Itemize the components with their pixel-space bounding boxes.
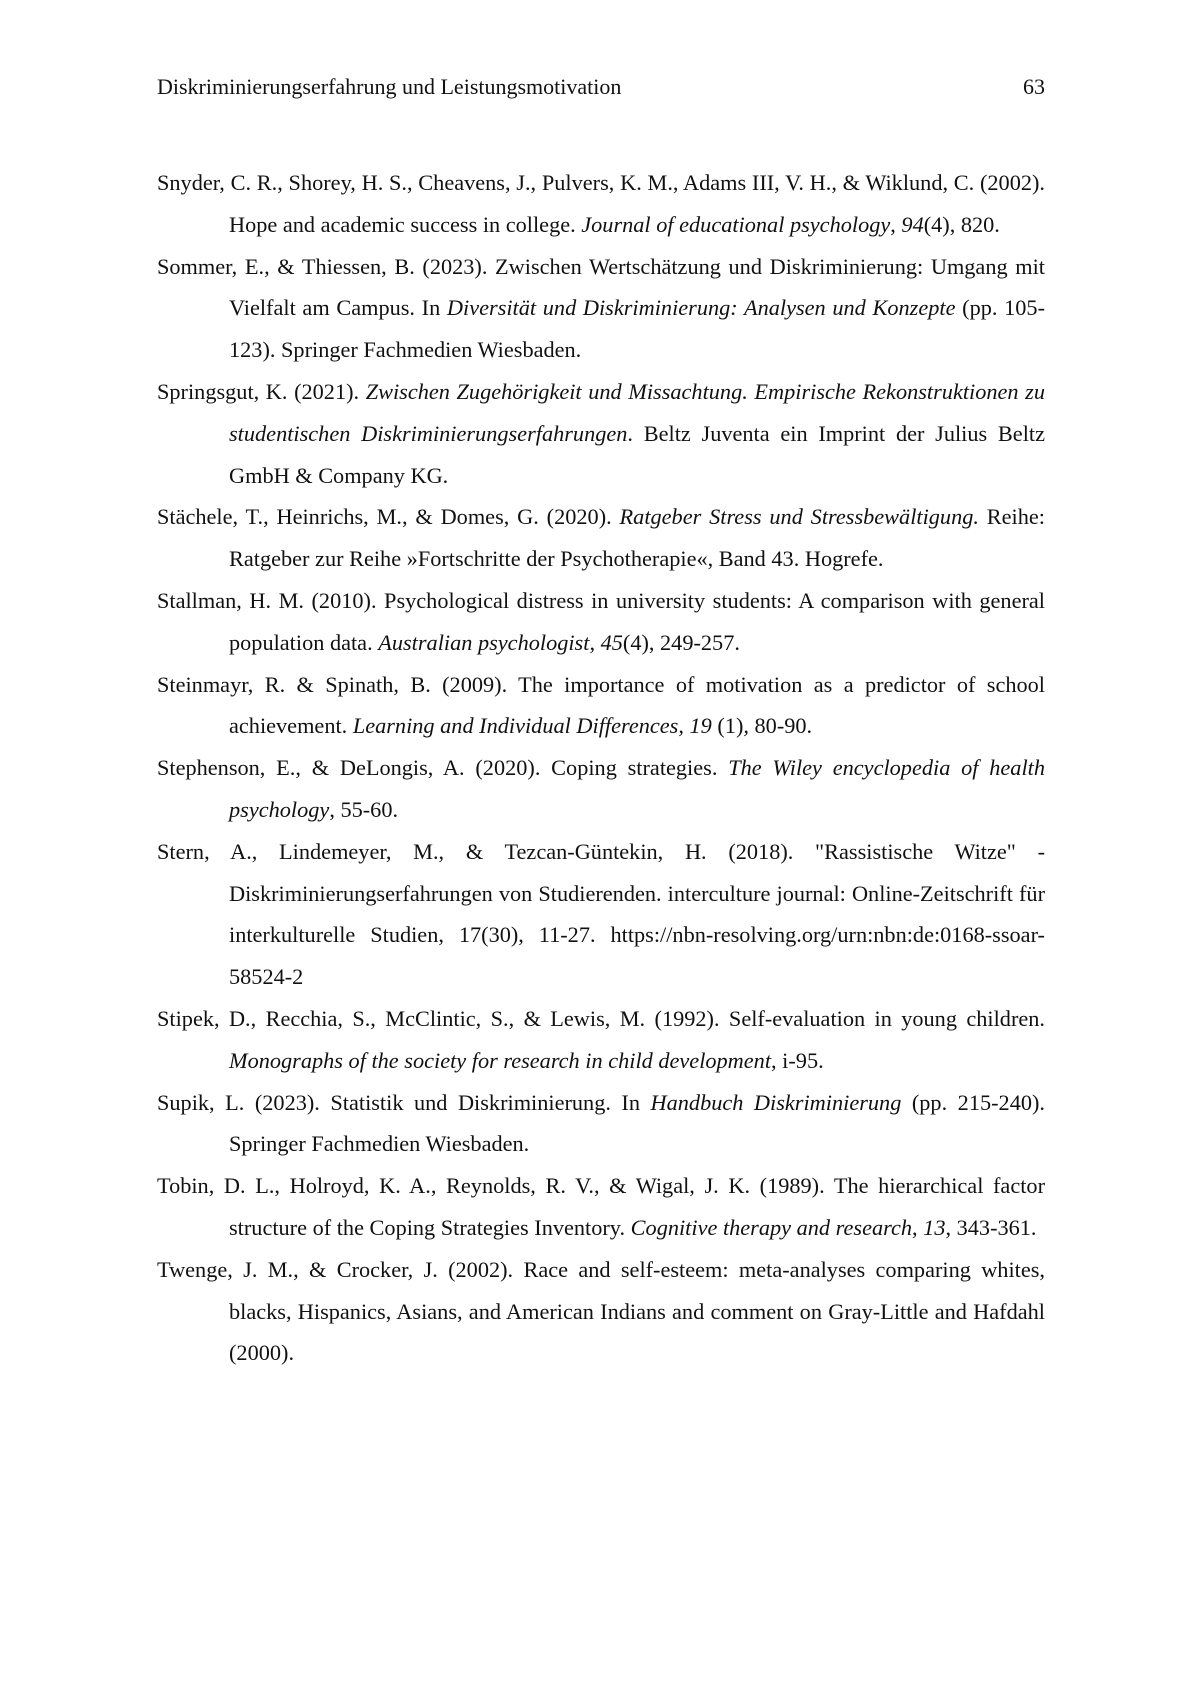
reference-text: Springsgut, K. (2021). bbox=[157, 378, 366, 404]
reference-entry bbox=[157, 747, 1045, 831]
reference-italic-text: Journal of educational psychology bbox=[581, 211, 891, 237]
reference-text: (1) bbox=[711, 713, 744, 739]
reference-text: , 343-361. bbox=[945, 1214, 1037, 1240]
running-title: Diskriminierungserfahrung und Leistungsmotivation bbox=[157, 74, 622, 99]
reference-text: , 55-60. bbox=[329, 796, 399, 822]
reference-entry bbox=[157, 246, 1045, 371]
reference-italic-text: 94 bbox=[901, 211, 924, 237]
reference-italic-text: Diversität und Diskriminierung: Analysen und Konzepte bbox=[446, 295, 956, 321]
reference-text: , i-95. bbox=[771, 1047, 824, 1073]
reference-entry bbox=[157, 1082, 1045, 1166]
reference-text: (pp. 215-240). Springer Fachmedien Wiesbaden. bbox=[229, 1089, 1045, 1157]
reference-text: Stächele, T., Heinrichs, M., & Domes, G. (2020). bbox=[157, 504, 620, 530]
reference-text: Tobin, D. L., Holroyd, K. A., Reynolds, R. V., & Wigal, J. K. (1989). The hierarchical factor structure of the Coping Strategies Inventory. bbox=[157, 1173, 1045, 1240]
reference-entry bbox=[157, 1249, 1045, 1374]
reference-text: , bbox=[589, 629, 601, 655]
running-header bbox=[157, 72, 1045, 102]
reference-italic-text: 45 bbox=[600, 629, 623, 655]
reference-italic-text: Cognitive therapy and research bbox=[630, 1214, 913, 1240]
reference-text: Stallman, H. M. (2010). Psychological distress in university students: A comparison with general population data. bbox=[157, 587, 1045, 655]
reference-italic-text: Ratgeber Stress und Stressbewältigung. bbox=[619, 504, 979, 530]
reference-text: . Beltz Juventa ein Imprint der Julius Beltz GmbH & Company KG. bbox=[229, 420, 1045, 488]
reference-text: , bbox=[890, 211, 902, 237]
reference-entry bbox=[157, 371, 1045, 496]
reference-text: 80-90. bbox=[748, 713, 813, 739]
reference-entry bbox=[157, 664, 1045, 748]
reference-italic-text: Australian psychologist bbox=[378, 629, 590, 655]
reference-italic-text: The Wiley encyclopedia of health psychology bbox=[229, 755, 1045, 822]
reference-text: (pp. 105-123). Springer Fachmedien Wiesbaden. bbox=[229, 295, 1045, 363]
reference-entry bbox=[157, 1165, 1045, 1249]
reference-text: Steinmayr, R. & Spinath, B. (2009). The importance of motivation as a predictor of school achievement. bbox=[157, 671, 1045, 739]
reference-text: Reihe: Ratgeber zur Reihe »Fortschritte der Psychotherapie«, Band 43. Hogrefe. bbox=[229, 504, 1045, 572]
reference-entry bbox=[157, 496, 1045, 580]
reference-text: Stipek, D., Recchia, S., McClintic, S., & Lewis, M. (1992). Self-evaluation in young children. bbox=[157, 1005, 1045, 1031]
reference-italic-text: Handbuch Diskriminierung bbox=[650, 1089, 902, 1115]
reference-text: Stephenson, E., & DeLongis, A. (2020). Coping strategies. bbox=[157, 755, 729, 781]
reference-italic-text: Monographs of the society for research in child development bbox=[229, 1047, 772, 1073]
reference-entry bbox=[157, 162, 1045, 246]
reference-text: Twenge, J. M., & Crocker, J. (2002). Race and self-esteem: meta-analyses comparing whites, blacks, Hispanics, Asians, and American Indians and comment on Gray-Little and Hafdahl (2000). bbox=[157, 1256, 1045, 1366]
reference-entry bbox=[157, 831, 1045, 998]
reference-italic-text: Learning and Individual Differences, 19 bbox=[352, 713, 712, 739]
reference-italic-text: 13 bbox=[923, 1214, 946, 1240]
reference-italic-text: Zwischen Zugehörigkeit und Missachtung. Empirische Rekonstruktionen zu studentischen Diskriminierungserfahrungen bbox=[229, 378, 1045, 446]
reference-italic-text: , bbox=[743, 713, 749, 739]
page-number: 63 bbox=[1023, 74, 1045, 99]
reference-text: Supik, L. (2023). Statistik und Diskriminierung. In bbox=[157, 1089, 651, 1115]
reference-list bbox=[157, 162, 1045, 1374]
reference-text: Stern, A., Lindemeyer, M., & Tezcan-Güntekin, H. (2018). "Rassistische Witze" - Diskriminierungserfahrungen von Studierenden. interculture journal: Online-Zeitschrift für interkulturelle Studien, 17(30), 11-27. https://nbn-resolving.org/urn:nbn:de:0168-ssoar-58524-2 bbox=[157, 838, 1045, 990]
reference-text: (4), 249-257. bbox=[622, 629, 740, 655]
reference-text: Sommer, E., & Thiessen, B. (2023). Zwischen Wertschätzung und Diskriminierung: Umgang mit Vielfalt am Campus. In bbox=[157, 253, 1045, 321]
reference-entry bbox=[157, 998, 1045, 1082]
reference-text: , bbox=[912, 1214, 924, 1240]
reference-entry bbox=[157, 580, 1045, 664]
reference-text: (4), 820. bbox=[923, 211, 1000, 237]
reference-text: Snyder, C. R., Shorey, H. S., Cheavens, J., Pulvers, K. M., Adams III, V. H., & Wiklund, C. (2002). Hope and academic success in college. bbox=[157, 170, 1045, 237]
